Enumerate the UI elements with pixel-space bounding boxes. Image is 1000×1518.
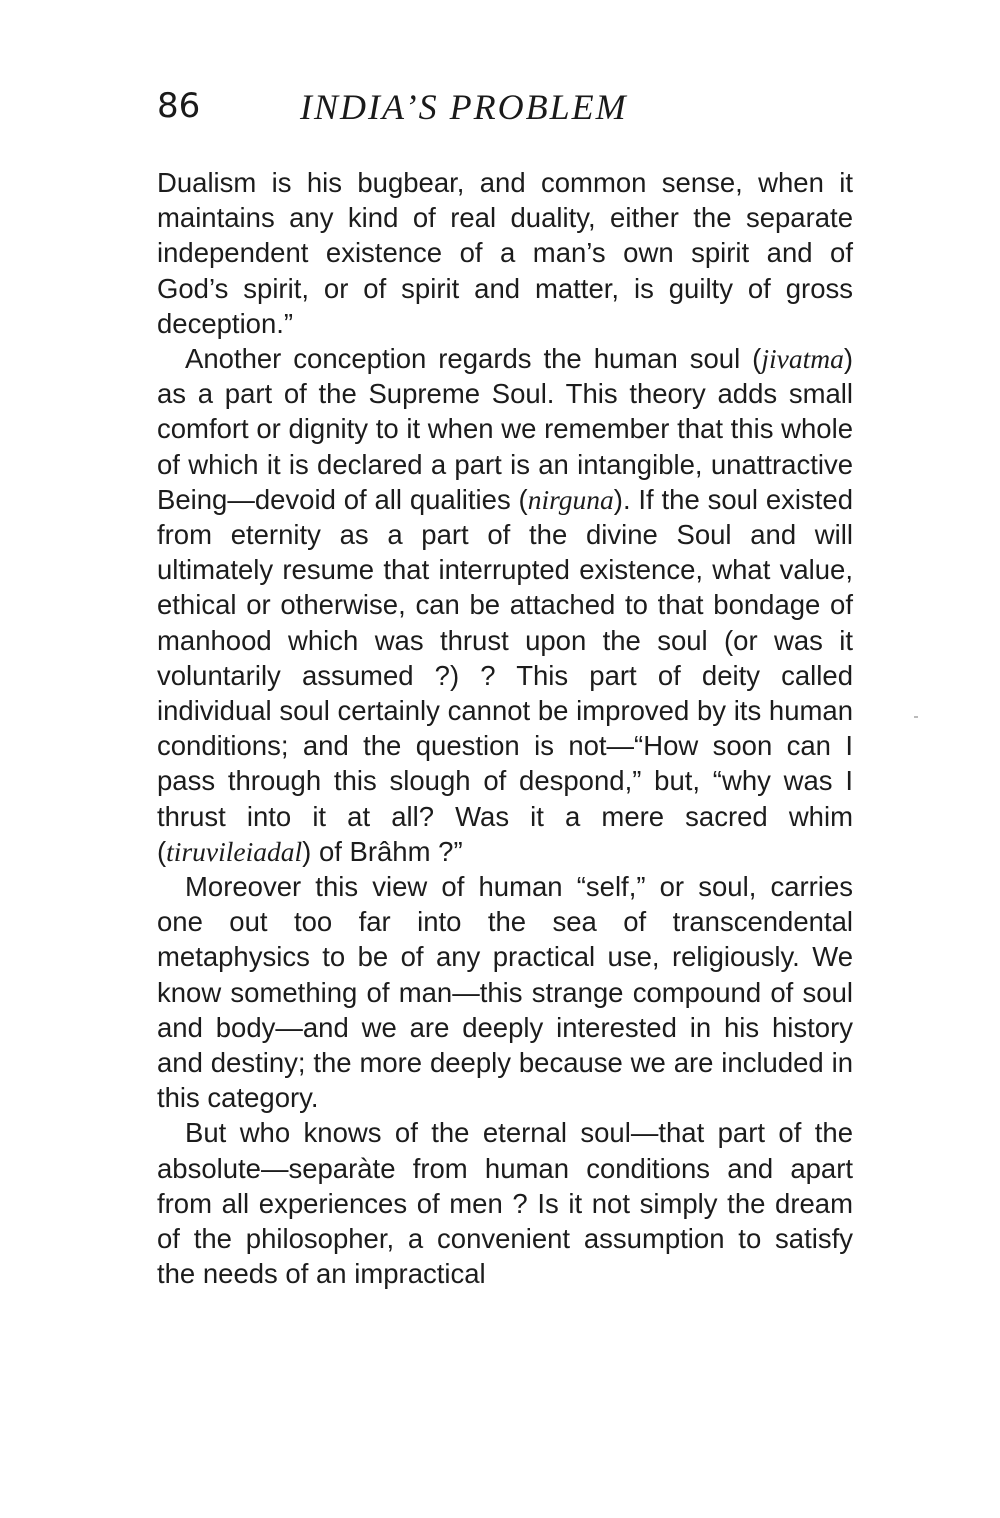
italic-term-jivatma: jivatma <box>761 343 844 375</box>
paragraph-text: Dualism is his bugbear, and common sense, when it maintains any kind of real duality, either the separate independent existence of a man’s own spirit and of God’s spirit, or of spirit and matter, is guilty of gross deception.” <box>157 167 853 339</box>
paragraph-another-conception <box>157 341 853 869</box>
paragraph-text: Another conception regards the human soul ( <box>185 343 762 375</box>
paragraph-eternal-soul <box>157 1115 853 1291</box>
paragraph-text: Moreover this view of human “self,” or soul, carries one out too far into the sea of transcendental metaphysics to be of any practical use, religiously. We know something of man—this strange compound of soul and body—and we are deeply interested in his history and destiny; the more deeply because we are included in this category. <box>157 871 853 1114</box>
paragraph-text: But who knows of the eternal soul—that part of the absolute—separàte from human conditions and apart from all experiences of men ? Is it not simply the dream of the philosopher, a convenient assumption to satisfy the needs of an impractical <box>157 1117 853 1290</box>
paragraph-text: ) of Brâhm ?” <box>302 835 463 867</box>
paragraph-text: ). If the soul existed from eternity as a part of the divine Soul and will ultimately resume that interrupted existence, what value, ethical or otherwise, can be attached to that bondage of manhood which was thrust upon the soul (or was it voluntarily assumed ?) ? This part of deity called individual soul certainly cannot be improved by its human conditions; and the question is not—“How soon can I pass through this slough of despond,” but, “why was I thrust into it at all? Was it a mere sacred whim ( <box>157 483 853 867</box>
italic-term-tiruvileiadal: tiruvileiadal <box>166 835 303 867</box>
paragraph-moreover <box>157 869 853 1115</box>
paragraph-dualism <box>157 165 853 341</box>
page-number: 86 <box>157 86 201 126</box>
paragraph-text: ) as a part of the Supreme Soul. This theory adds small comfort or dignity to it when we remember that this whole of which it is declared a part is an intangible, unattractive Being—devoid of all qualities ( <box>157 343 853 515</box>
italic-term-nirguna: nirguna <box>527 483 614 515</box>
running-title: INDIA’S PROBLEM <box>300 87 628 127</box>
scan-speck <box>914 716 918 718</box>
page-header <box>157 86 857 136</box>
body-text <box>157 165 853 1292</box>
